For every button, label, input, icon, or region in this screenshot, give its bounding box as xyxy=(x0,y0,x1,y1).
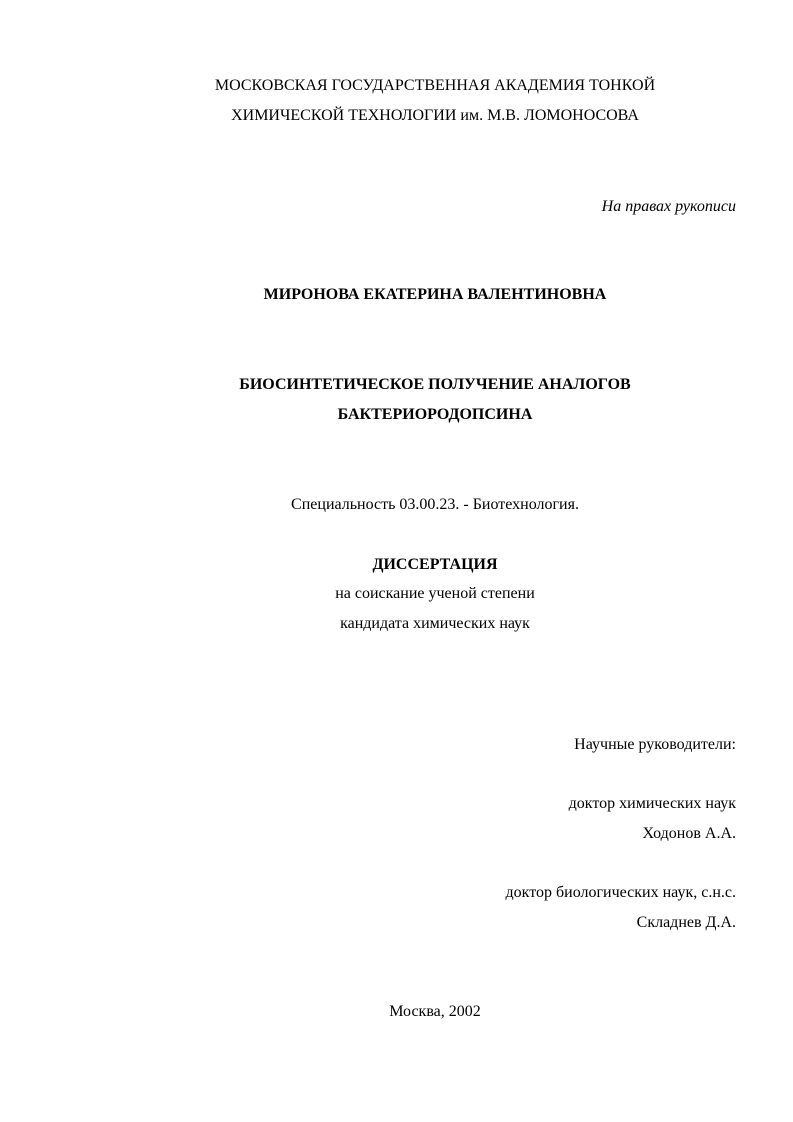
institution-line-2: ХИМИЧЕСКОЙ ТЕХНОЛОГИИ им. М.В. ЛОМОНОСОВА xyxy=(231,107,639,124)
thesis-title-line-2: БАКТЕРИОРОДОПСИНА xyxy=(337,406,533,423)
manuscript-note: На правах рукописи xyxy=(601,198,736,215)
degree-line-1: на соискание ученой степени xyxy=(335,585,535,602)
supervisors-heading: Научные руководители: xyxy=(574,736,736,753)
thesis-title-line-1: БИОСИНТЕТИЧЕСКОЕ ПОЛУЧЕНИЕ АНАЛОГОВ xyxy=(239,376,631,393)
specialty: Специальность 03.00.23. - Биотехнология. xyxy=(291,496,579,513)
supervisor-1-degree: доктор химических наук xyxy=(568,795,736,812)
place-year: Москва, 2002 xyxy=(389,1003,481,1020)
supervisor-2-degree: доктор биологических наук, с.н.с. xyxy=(505,884,736,901)
degree-line-2: кандидата химических наук xyxy=(340,615,530,632)
supervisor-2-name: Складнев Д.А. xyxy=(636,914,736,931)
supervisor-1-name: Ходонов А.А. xyxy=(642,825,736,842)
author-name: МИРОНОВА ЕКАТЕРИНА ВАЛЕНТИНОВНА xyxy=(263,286,607,303)
dissertation-heading: ДИССЕРТАЦИЯ xyxy=(372,556,498,573)
institution-line-1: МОСКОВСКАЯ ГОСУДАРСТВЕННАЯ АКАДЕМИЯ ТОНКОЙ xyxy=(214,77,656,94)
